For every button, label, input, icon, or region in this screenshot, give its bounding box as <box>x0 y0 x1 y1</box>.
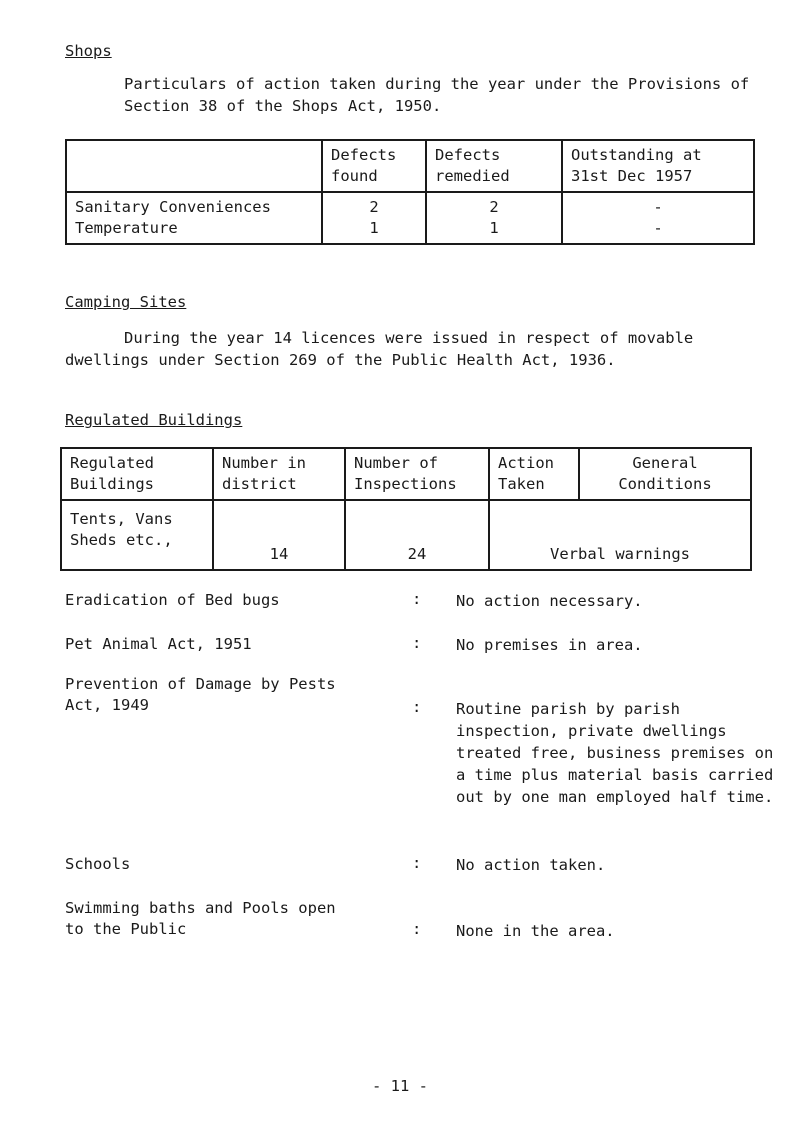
shops-row-found: 2 <box>369 198 379 216</box>
regulated-cell-buildings: Tents, Vans Sheds etc., <box>61 500 213 570</box>
item-colon: : <box>412 854 422 872</box>
shops-table-cell-label <box>66 192 322 244</box>
regulated-heading: Regulated Buildings <box>65 411 243 429</box>
shops-table-cell-remedied <box>426 192 562 244</box>
regulated-table-body-row <box>61 500 751 570</box>
item-colon: : <box>412 920 422 938</box>
shops-table-header-remedied: Defects remedied <box>426 140 562 192</box>
regulated-header-action: Action Taken <box>489 448 579 500</box>
shops-row-label: Sanitary Conveniences <box>75 198 271 216</box>
item-colon: : <box>412 634 422 652</box>
shops-row-label: Temperature <box>75 219 178 237</box>
shops-table-cell-found <box>322 192 426 244</box>
shops-table-header-found: Defects found <box>322 140 426 192</box>
regulated-header-inspections: Number of Inspections <box>345 448 489 500</box>
regulated-cell-inspections: 24 <box>345 500 489 570</box>
item-label: Pet Animal Act, 1951 <box>65 635 252 653</box>
shops-row-remedied: 2 <box>489 198 499 216</box>
shops-table <box>65 139 755 245</box>
camping-text: During the year 14 licences were issued in respect of movable dwellings under Section 269 of the Public Health Act, 1936. <box>65 329 694 369</box>
item-label: Prevention of Damage by Pests Act, 1949 <box>65 675 336 714</box>
item-value: No action taken. <box>456 856 606 874</box>
regulated-cell-action: Verbal warnings <box>489 500 751 570</box>
page-number: - 11 - <box>372 1077 428 1095</box>
item-value: No premises in area. <box>456 636 643 654</box>
camping-heading: Camping Sites <box>65 293 187 311</box>
item-label: Eradication of Bed bugs <box>65 591 280 609</box>
regulated-header-conditions: General Conditions <box>579 448 751 500</box>
shops-row-remedied: 1 <box>489 219 499 237</box>
shops-row-outstanding: - <box>653 198 663 216</box>
regulated-cell-number: 14 <box>213 500 345 570</box>
shops-row-found: 1 <box>369 219 379 237</box>
regulated-header-number: Number in district <box>213 448 345 500</box>
shops-intro: Particulars of action taken during the year under the Provisions of Section 38 of the Shops Act, 1950. <box>124 75 750 115</box>
regulated-table <box>60 447 752 571</box>
item-value: None in the area. <box>456 922 615 940</box>
shops-table-header-row <box>66 140 754 192</box>
regulated-table-header-row <box>61 448 751 500</box>
item-colon: : <box>412 590 422 608</box>
shops-table-body-row <box>66 192 754 244</box>
shops-table-header-outstanding: Outstanding at 31st Dec 1957 <box>562 140 754 192</box>
shops-table-cell-outstanding <box>562 192 754 244</box>
shops-table-header-blank <box>66 140 322 192</box>
item-label: Schools <box>65 855 131 873</box>
shops-heading: Shops <box>65 42 112 60</box>
item-colon: : <box>412 698 422 716</box>
item-label: Swimming baths and Pools open to the Public <box>65 899 336 938</box>
item-value: Routine parish by parish inspection, private dwellings treated free, business premises on a time plus material basis carried out by one man employed half time. <box>456 700 774 806</box>
shops-row-outstanding: - <box>653 219 663 237</box>
item-value: No action necessary. <box>456 592 643 610</box>
regulated-header-buildings: Regulated Buildings <box>61 448 213 500</box>
